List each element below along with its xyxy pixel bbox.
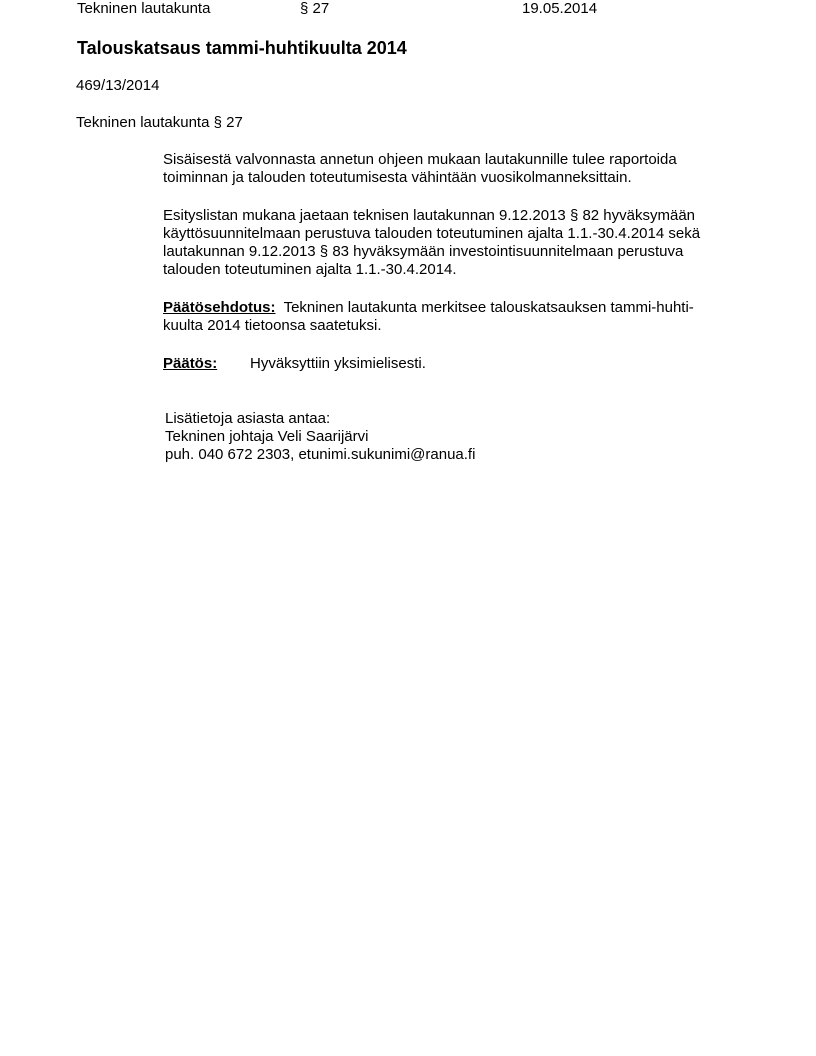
- header-section: § 27: [300, 0, 330, 17]
- paragraph-line: toiminnan ja talouden toteutumisesta vähintään vuosikolmanneksittain.: [163, 169, 632, 186]
- proposal-text: Tekninen lautakunta merkitsee talouskatsauksen tammi-huhti-: [283, 299, 694, 316]
- paragraph-line: lautakunnan 9.12.2013 § 83 hyväksymään investointisuunnitelmaan perustuva: [163, 243, 684, 260]
- page-title: Talouskatsaus tammi-huhtikuulta 2014: [77, 38, 407, 58]
- contact-details: puh. 040 672 2303, etunimi.sukunimi@ranua.fi: [165, 446, 476, 463]
- contact-block: [165, 410, 745, 464]
- decision-label: Päätös:: [163, 355, 218, 372]
- proposal-text-continued: kuulta 2014 tietoonsa saatetuksi.: [163, 317, 382, 334]
- header-date: 19.05.2014: [522, 0, 598, 17]
- paragraph-line: Esityslistan mukana jaetaan teknisen lautakunnan 9.12.2013 § 82 hyväksymään: [163, 207, 696, 224]
- paragraph-line: Sisäisestä valvonnasta annetun ohjeen mukaan lautakunnille tulee raportoida: [163, 151, 677, 168]
- decision-block: [163, 355, 743, 373]
- paragraph-line: käyttösuunnitelmaan perustuva talouden toteutuminen ajalta 1.1.-30.4.2014 sekä: [163, 225, 701, 242]
- section-line: Tekninen lautakunta § 27: [76, 114, 243, 131]
- paragraph-reporting: [163, 151, 743, 187]
- reference-number: 469/13/2014: [76, 77, 160, 94]
- proposal-label: Päätösehdotus:: [163, 299, 276, 316]
- contact-person: Tekninen johtaja Veli Saarijärvi: [165, 428, 369, 445]
- contact-intro: Lisätietoja asiasta antaa:: [165, 410, 331, 427]
- decision-text: Hyväksyttiin yksimielisesti.: [250, 355, 426, 372]
- proposal-block: [163, 299, 743, 335]
- paragraph-attachment: [163, 207, 743, 279]
- header-committee: Tekninen lautakunta: [77, 0, 211, 17]
- paragraph-line: talouden toteutuminen ajalta 1.1.-30.4.2014.: [163, 261, 457, 278]
